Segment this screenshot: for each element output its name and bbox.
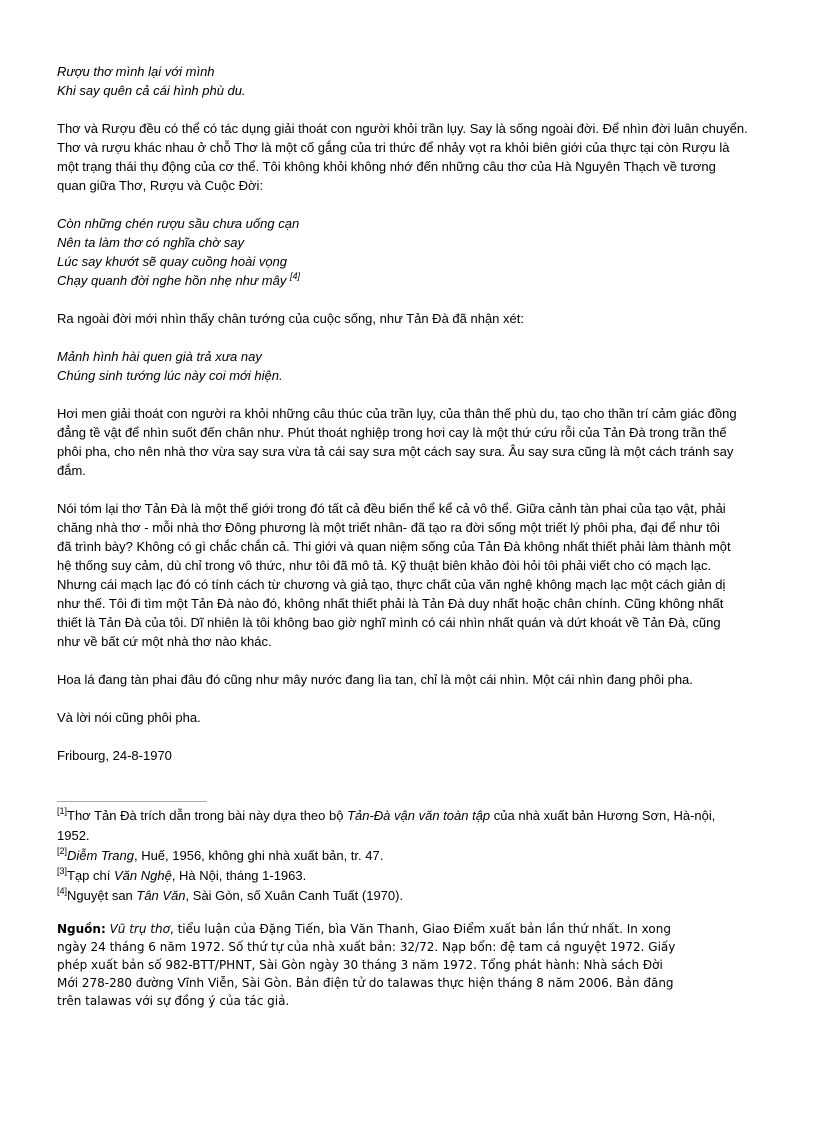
text-line: Và lời nói cũng phôi pha. — [57, 710, 201, 725]
source-title: Vũ trụ thơ — [109, 922, 170, 936]
poem-line: Mảnh hình hài quen già trả xưa nay — [57, 349, 262, 364]
footnote-2 — [57, 846, 797, 866]
paragraph-1 — [57, 119, 797, 195]
poem-line-text: Chạy quanh đời nghe hồn nhẹ như mây — [57, 273, 287, 288]
text-line: Hoa lá đang tàn phai đâu đó cũng như mây nước đang lìa tan, chỉ là một cái nhìn. Một cái nhìn đang phôi pha. — [57, 672, 693, 687]
text-line: chăng nhà thơ - mỗi nhà thơ Đông phương là một triết nhân- đã tạo ra đời sống một triết lý phôi pha, đại để như tôi — [57, 520, 720, 535]
text-line: Thơ và Rượu đều có thể có tác dụng giải thoát con người khỏi trần lụy. Say là sống ngoài đời. Để nhìn đời luân chuyển. — [57, 121, 748, 136]
source-note — [57, 920, 797, 1010]
text-line: Ra ngoài đời mới nhìn thấy chân tướng của cuộc sống, như Tản Đà đã nhận xét: — [57, 311, 524, 326]
footnote-text: , Hà Nội, tháng 1-1963. — [171, 868, 307, 883]
document-page — [57, 62, 797, 1010]
text-line: đẳng tề vật để nhìn suốt đến chân như. Phút thoát nghiệp trong hơi cay là một thứ cứu rỗi của Tản Đà trong trần thế — [57, 425, 727, 440]
footnote-text: Tạp chí — [67, 868, 114, 883]
poem-quote-3 — [57, 347, 797, 385]
text-line: Thơ và rượu khác nhau ở chỗ Thơ là một cố gắng của tri thức để nhảy vọt ra khỏi biên giới của thực tại còn Rượu là — [57, 140, 730, 155]
paragraph-6 — [57, 708, 797, 727]
poem-line: Còn những chén rượu sầu chưa uống cạn — [57, 216, 300, 231]
footnote-text: của nhà xuất bản Hương Sơn, Hà-nội, — [490, 808, 716, 823]
source-line — [57, 920, 797, 938]
poem-line: Chúng sinh tướng lúc này coi mới hiện. — [57, 368, 283, 383]
paragraph-4 — [57, 499, 797, 651]
footnote-1 — [57, 806, 797, 826]
paragraph-5 — [57, 670, 797, 689]
source-line: Mới 278-280 đường Vĩnh Viễn, Sài Gòn. Bản điện tử do talawas thực hiện tháng 8 năm 2006. Bản đăng — [57, 976, 674, 990]
footnote-title: Văn Nghệ — [113, 868, 172, 883]
text-line: một trạng thái thụ động của cơ thể. Tôi không khỏi không nhớ đến những câu thơ của Hà Nguyên Thạch về tương — [57, 159, 716, 174]
footnote-4 — [57, 886, 797, 906]
poem-line — [57, 271, 797, 290]
footnote-ref[interactable]: [3] — [57, 866, 68, 876]
text-line: Nói tóm lại thơ Tản Đà là một thế giới trong đó tất cả đều biến thể kể cả vô thể. Giữa cảnh tàn phai của tạo vật, phải — [57, 501, 726, 516]
poem-quote-1 — [57, 62, 797, 100]
footnote-text: , Sài Gòn, số Xuân Canh Tuất (1970). — [185, 888, 404, 903]
footnote-title: Diễm Trang — [67, 848, 134, 863]
text-line: phôi pha, cho nên nhà thơ vừa say sưa vừa tả cái say sưa một cách say sưa. Âu say sưa cũng là một cách tránh say — [57, 444, 734, 459]
poem-line: Khi say quên cả cái hình phù du. — [57, 83, 246, 98]
paragraph-2 — [57, 309, 797, 328]
source-text: , tiểu luận của Đặng Tiến, bìa Văn Thanh, Giao Điểm xuất bản lần thứ nhất. In xong — [169, 922, 671, 936]
dateline — [57, 746, 797, 765]
text-line: Hơi men giải thoát con người ra khỏi những câu thúc của trần lụy, của thân thế phù du, tạo cho thần trí cảm giác đồng — [57, 406, 737, 421]
text-line: như về bất cứ một nhà thơ nào khác. — [57, 634, 272, 649]
footnote-title: Tản-Đà vận văn toàn tập — [347, 808, 491, 823]
footnote-separator — [57, 801, 207, 802]
dateline-text: Fribourg, 24-8-1970 — [57, 748, 172, 763]
footnote-ref[interactable]: [1] — [57, 806, 68, 816]
footnote-1-cont: 1952. — [57, 828, 90, 843]
poem-line: Rượu thơ mình lại với mình — [57, 64, 215, 79]
text-line: thiết là Tản Đà của tôi. Dĩ nhiên là tôi không bao giờ nghĩ mình có cái nhìn nhất quán và dứt khoát về Tản Đà, cũng — [57, 615, 721, 630]
source-line: trên talawas với sự đồng ý của tác giả. — [57, 994, 290, 1008]
footnote-title: Tân Văn — [136, 888, 186, 903]
source-label: Nguồn: — [57, 922, 106, 936]
text-line: như thế. Tôi đi tìm một Tản Đà nào đó, không nhất thiết phải là Tản Đà duy nhất hoặc chân chính. Cũng không nhất — [57, 596, 724, 611]
text-line: đắm. — [57, 463, 86, 478]
poem-quote-2 — [57, 214, 797, 290]
footnotes — [57, 806, 797, 906]
poem-line: Nên ta làm thơ có nghĩa chờ say — [57, 235, 244, 250]
footnote-text: Thơ Tản Đà trích dẫn trong bài này dựa theo bộ — [67, 808, 348, 823]
footnote-ref[interactable]: [4] — [57, 886, 68, 896]
source-line: phép xuất bản số 982-BTT/PHNT, Sài Gòn ngày 30 tháng 3 năm 1972. Tổng phát hành: Nhà sách Đời — [57, 958, 663, 972]
source-line: ngày 24 tháng 6 năm 1972. Số thứ tự của nhà xuất bản: 32/72. Nạp bổn: đệ tam cá nguyệt 1972. Giấy — [57, 940, 676, 954]
footnote-ref[interactable]: [2] — [57, 846, 68, 856]
text-line: quan giữa Thơ, Rượu và Cuộc Đời: — [57, 178, 264, 193]
footnote-3 — [57, 866, 797, 886]
paragraph-3 — [57, 404, 797, 480]
text-line: hệ thống suy cảm, dù chỉ trong vô thức, như tôi đã mô tả. Kỹ thuật biên khảo đòi hỏi tôi phải viết cho có mạch lạc. — [57, 558, 712, 573]
poem-line: Lúc say khướt sẽ quay cuồng hoài vọng — [57, 254, 288, 269]
footnote-text: Nguyệt san — [67, 888, 137, 903]
footnote-ref-4[interactable]: [4] — [289, 271, 300, 281]
footnote-text: , Huế, 1956, không ghi nhà xuất bản, tr. 47. — [133, 848, 384, 863]
text-line: Nhưng cái mạch lạc đó có tính cách từ chương và giả tạo, thực chất của văn nghệ không mạch lạc một cách giản dị — [57, 577, 726, 592]
text-line: đã trình bày? Không có gì chắc chắn cả. Thi giới và quan niệm sống của Tản Đà không nhất thiết phải làm thành một — [57, 539, 731, 554]
